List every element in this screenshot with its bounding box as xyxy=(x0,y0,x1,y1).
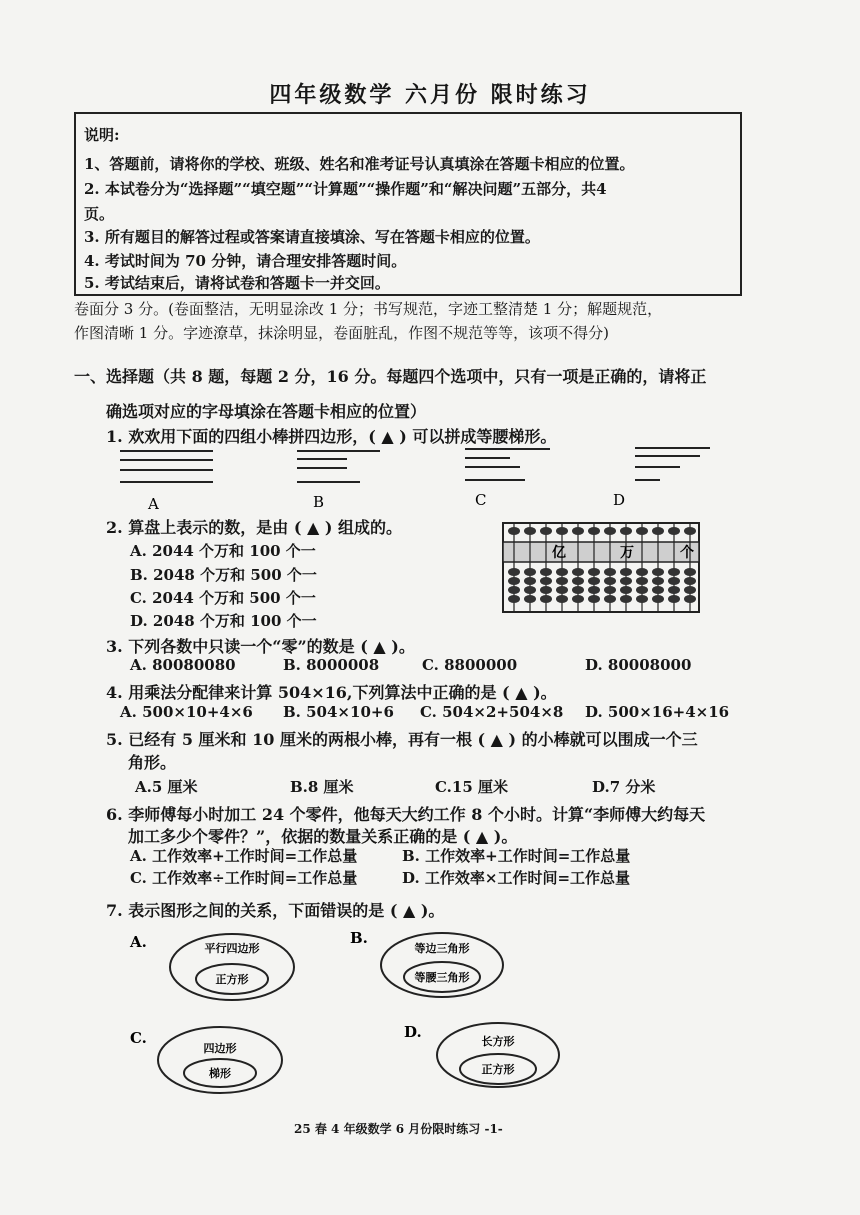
q2-option-a: A. 2044 个万和 100 个一 xyxy=(130,542,316,560)
stick-group-c xyxy=(465,449,550,480)
abacus-figure xyxy=(500,520,705,615)
q4-option-b: B. 504×10+6 xyxy=(283,703,394,721)
set-relation-diagrams xyxy=(120,925,560,1115)
abacus-lower-bead xyxy=(508,586,520,594)
diagram-c-outer-label: 四边形 xyxy=(203,1042,237,1055)
abacus-label-wan: 万 xyxy=(620,545,634,561)
q6-stem-cont: 加工多少个零件？”，依据的数量关系正确的是 ( ▲ )。 xyxy=(128,827,518,846)
q3-option-d: D. 80008000 xyxy=(585,656,692,674)
instruction-5: 5. 考试结束后，请将试卷和答题卡一并交回。 xyxy=(84,274,390,292)
instructions-box xyxy=(74,112,742,296)
diagram-b-outer-label: 等边三角形 xyxy=(414,942,470,955)
abacus-lower-bead xyxy=(636,577,648,585)
stick-group-b xyxy=(297,451,380,482)
q2-option-c: C. 2044 个万和 500 个一 xyxy=(130,589,316,607)
q3-option-a: A. 80080080 xyxy=(130,656,236,674)
abacus-lower-bead xyxy=(668,586,680,594)
neatness-note-2: 作图清晰 1 分。字迹潦草，抹涂明显，卷面脏乱，作图不规范等等，该项不得分) xyxy=(74,324,609,342)
instruction-3: 3. 所有题目的解答过程或答案请直接填涂、写在答题卡相应的位置。 xyxy=(84,228,540,246)
abacus-lower-bead xyxy=(636,568,648,576)
stick-groups-figure xyxy=(110,445,730,515)
stick-label-a: A xyxy=(148,495,159,513)
abacus-lower-bead xyxy=(572,586,584,594)
diagram-b-letter: B. xyxy=(350,929,368,947)
stick-group-d xyxy=(635,448,710,480)
page-title: 四年级数学 六月份 限时练习 xyxy=(269,82,591,108)
q3-option-c: C. 8800000 xyxy=(422,656,518,674)
q4-option-a: A. 500×10+4×6 xyxy=(120,703,253,721)
q6-option-c: C. 工作效率÷工作时间=工作总量 xyxy=(130,869,358,887)
abacus-lower-bead xyxy=(684,577,696,585)
abacus-lower-bead xyxy=(652,568,664,576)
abacus-lower-bead xyxy=(508,595,520,603)
instruction-2-cont: 页。 xyxy=(84,205,115,223)
diagram-d-outer-label: 长方形 xyxy=(481,1035,515,1048)
abacus-upper-bead xyxy=(540,527,552,535)
abacus-lower-bead xyxy=(572,577,584,585)
instruction-2: 2. 本试卷分为“选择题”“填空题”“计算题”“操作题”和“解决问题”五部分，共4 xyxy=(84,180,607,198)
abacus-lower-bead xyxy=(556,595,568,603)
abacus-lower-bead xyxy=(604,577,616,585)
abacus-lower-bead xyxy=(556,577,568,585)
q4-option-d: D. 500×16+4×16 xyxy=(585,703,730,721)
abacus-lower-bead xyxy=(636,595,648,603)
stick-label-c: C xyxy=(475,491,487,509)
abacus-lower-bead xyxy=(588,595,600,603)
q3-option-b: B. 8000008 xyxy=(283,656,380,674)
diagram-d-inner-label: 正方形 xyxy=(481,1063,515,1076)
abacus-upper-bead xyxy=(684,527,696,535)
q4-stem: 4. 用乘法分配律来计算 504×16,下列算法中正确的是 ( ▲ )。 xyxy=(106,683,557,702)
abacus-lower-bead xyxy=(588,568,600,576)
abacus-lower-bead xyxy=(572,568,584,576)
abacus-label-ge: 个 xyxy=(680,545,694,561)
q2-stem: 2. 算盘上表示的数，是由 ( ▲ ) 组成的。 xyxy=(106,518,403,537)
q5-option-c: C.15 厘米 xyxy=(435,778,508,796)
abacus-lower-bead xyxy=(652,586,664,594)
abacus-upper-bead xyxy=(572,527,584,535)
abacus-lower-bead xyxy=(540,568,552,576)
abacus-lower-bead xyxy=(684,568,696,576)
abacus-lower-bead xyxy=(668,595,680,603)
abacus-label-yi: 亿 xyxy=(552,545,566,561)
diagram-b-inner-label: 等腰三角形 xyxy=(414,971,470,984)
abacus-lower-bead xyxy=(620,568,632,576)
abacus-lower-bead xyxy=(636,586,648,594)
q5-stem-cont: 角形。 xyxy=(128,753,177,772)
q6-stem: 6. 李师傅每小时加工 24 个零件，他每天大约工作 8 个小时。计算“李师傅大约每天 xyxy=(106,805,706,824)
abacus-lower-bead xyxy=(668,568,680,576)
abacus-lower-bead xyxy=(604,568,616,576)
abacus-lower-bead xyxy=(556,568,568,576)
abacus-upper-bead xyxy=(508,527,520,535)
abacus-lower-bead xyxy=(540,577,552,585)
abacus-lower-bead xyxy=(556,586,568,594)
q6-option-b: B. 工作效率+工作时间=工作总量 xyxy=(402,847,631,865)
abacus-upper-bead xyxy=(556,527,568,535)
section1-heading-cont: 确选项对应的字母填涂在答题卡相应的位置） xyxy=(106,402,427,421)
q7-stem: 7. 表示图形之间的关系，下面错误的是 ( ▲ )。 xyxy=(106,901,445,920)
abacus-lower-bead xyxy=(540,595,552,603)
abacus-lower-bead xyxy=(572,595,584,603)
instructions-heading: 说明: xyxy=(84,126,120,144)
q4-option-c: C. 504×2+504×8 xyxy=(420,703,564,721)
section1-heading: 一、选择题（共 8 题，每题 2 分，16 分。每题四个选项中，只有一项是正确的，请将正 xyxy=(74,367,707,386)
abacus-lower-bead xyxy=(652,577,664,585)
abacus-lower-bead xyxy=(524,586,536,594)
abacus-lower-bead xyxy=(508,577,520,585)
abacus-lower-bead xyxy=(524,595,536,603)
q5-option-a: A.5 厘米 xyxy=(135,778,198,796)
abacus-lower-bead xyxy=(684,586,696,594)
abacus-lower-bead xyxy=(588,577,600,585)
instruction-4: 4. 考试时间为 70 分钟，请合理安排答题时间。 xyxy=(84,252,407,270)
diagram-a-outer-label: 平行四边形 xyxy=(204,942,260,955)
abacus-lower-bead xyxy=(668,577,680,585)
abacus-beam xyxy=(503,542,699,562)
abacus-lower-bead xyxy=(620,577,632,585)
diagram-c-inner-label: 梯形 xyxy=(209,1067,231,1080)
q6-option-a: A. 工作效率+工作时间=工作总量 xyxy=(130,847,358,865)
abacus-lower-bead xyxy=(524,577,536,585)
stick-group-a xyxy=(120,451,213,482)
q5-option-d: D.7 分米 xyxy=(592,778,656,796)
abacus-lower-bead xyxy=(620,595,632,603)
abacus-lower-bead xyxy=(604,586,616,594)
abacus-upper-bead xyxy=(652,527,664,535)
diagram-a-inner-label: 正方形 xyxy=(215,973,249,986)
stick-label-d: D xyxy=(613,491,626,509)
diagram-c-letter: C. xyxy=(130,1029,147,1047)
abacus-upper-bead xyxy=(668,527,680,535)
abacus-lower-bead xyxy=(652,595,664,603)
q2-option-b: B. 2048 个万和 500 个一 xyxy=(130,566,317,584)
q5-stem: 5. 已经有 5 厘米和 10 厘米的两根小棒，再有一根 ( ▲ ) 的小棒就可以围成一个三 xyxy=(106,730,698,749)
abacus-lower-bead xyxy=(604,595,616,603)
abacus-upper-bead xyxy=(604,527,616,535)
instruction-1: 1、答题前，请将你的学校、班级、姓名和准考证号认真填涂在答题卡相应的位置。 xyxy=(84,155,635,173)
abacus-upper-bead xyxy=(620,527,632,535)
q3-stem: 3. 下列各数中只读一个“零”的数是 ( ▲ )。 xyxy=(106,637,415,656)
abacus-lower-bead xyxy=(620,586,632,594)
q2-option-d: D. 2048 个万和 100 个一 xyxy=(130,612,317,630)
q5-option-b: B.8 厘米 xyxy=(290,778,354,796)
q1-stem: 1. 欢欢用下面的四组小棒拼四边形，( ▲ ) 可以拼成等腰梯形。 xyxy=(106,427,557,446)
abacus-upper-bead xyxy=(636,527,648,535)
q6-option-d: D. 工作效率×工作时间=工作总量 xyxy=(402,869,631,887)
abacus-lower-bead xyxy=(684,595,696,603)
abacus-lower-bead xyxy=(524,568,536,576)
abacus-lower-bead xyxy=(540,586,552,594)
abacus-lower-bead xyxy=(508,568,520,576)
abacus-lower-bead xyxy=(588,586,600,594)
diagram-d-letter: D. xyxy=(404,1023,422,1041)
diagram-a-letter: A. xyxy=(130,933,147,951)
abacus-upper-bead xyxy=(524,527,536,535)
neatness-note-1: 卷面分 3 分。(卷面整洁，无明显涂改 1 分；书写规范，字迹工整清楚 1 分；解题规范， xyxy=(74,300,663,318)
abacus-upper-bead xyxy=(588,527,600,535)
page-footer: 25 春 4 年级数学 6 月份限时练习 -1- xyxy=(294,1122,503,1136)
stick-label-b: B xyxy=(313,493,325,511)
